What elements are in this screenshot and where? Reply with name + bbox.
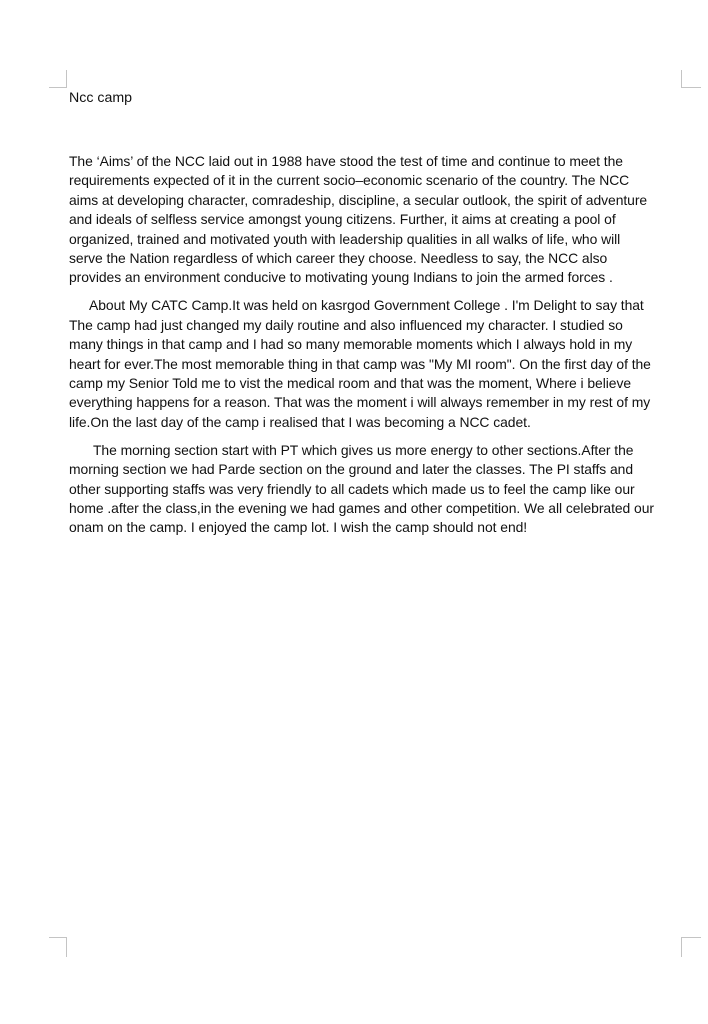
paragraph-text: The ‘Aims’ of the NCC laid out in 1988 have stood the test of time and continue to meet the requirements expected of it in the current socio–economic scenario of the country. The NCC aims at developing character, comradeship, discipline, a secular outlook, the spirit of adventure and ideals of selfless service amongst young citizens. Further, it aims at creating a pool of organized, trained and motivated youth with leadership qualities in all walks of life, who will serve the Nation regardless of which career they choose. Needless to say, the NCC also provides an environment conducive to motivating young Indians to join the armed forces .: [69, 153, 648, 286]
paragraph-ncc-aims: [69, 152, 679, 288]
paragraph-text: About My CATC Camp.It was held on kasrgod Government College . I'm Delight to say that The camp had just changed my daily routine and also influenced my character. I studied so many things in that camp and I had so many memorable moments which I always hold in my heart for ever.The most memorable thing in that camp was "My MI room". On the first day of the camp my Senior Told me to vist the medical room and that was the moment, Where i believe everything happens for a reason. That was the moment i will always remember in my rest of my life.On the last day of the camp i realised that I was becoming a NCC cadet.: [69, 297, 651, 430]
page-corner-mark-top-left: [49, 70, 67, 88]
paragraph-daily-schedule: [69, 441, 679, 538]
document-title: Ncc camp: [69, 90, 133, 106]
page-corner-mark-bottom-left: [49, 937, 67, 957]
paragraph-catc-camp: [69, 296, 679, 432]
document-body: [69, 152, 679, 546]
page-corner-mark-bottom-right: [681, 937, 701, 957]
page-corner-mark-top-right: [681, 70, 701, 88]
paragraph-text: The morning section start with PT which gives us more energy to other sections.After the morning section we had Parde section on the ground and later the classes. The PI staffs and other supporting staffs was very friendly to all cadets which made us to feel the camp like our home .after the class,in the evening we had games and other competition. We all celebrated our onam on the camp. I enjoyed the camp lot. I wish the camp should not end!: [69, 441, 654, 536]
